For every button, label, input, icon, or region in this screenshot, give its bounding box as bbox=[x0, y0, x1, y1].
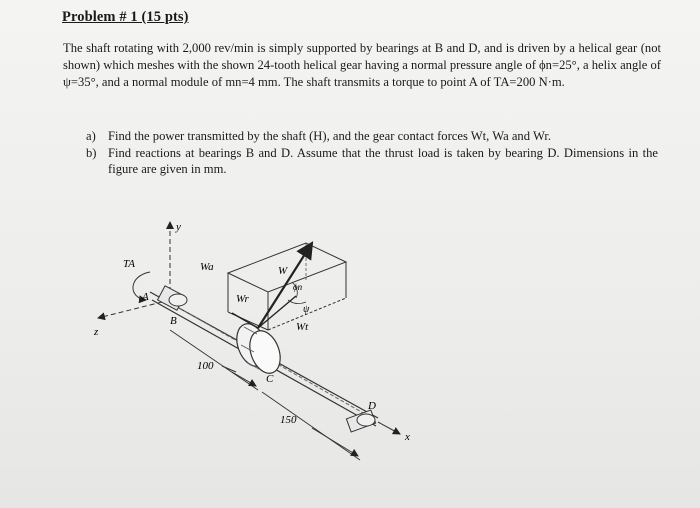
point-a-label: A bbox=[142, 291, 149, 303]
axial-force-label: Wa bbox=[200, 261, 214, 273]
dimension-100: 100 bbox=[197, 360, 214, 372]
point-d-label: D bbox=[368, 400, 376, 412]
z-axis bbox=[93, 300, 170, 338]
x-axis bbox=[378, 422, 410, 443]
bearing-d bbox=[346, 400, 376, 432]
tangential-force-label: Wt bbox=[296, 321, 309, 333]
torque-label: TA bbox=[123, 258, 136, 270]
torque-ta bbox=[123, 258, 150, 303]
total-force-label: W bbox=[278, 265, 288, 277]
question-a-text: Find the power transmitted by the shaft (H), and the gear contact forces Wt, Wa and Wr. bbox=[108, 129, 551, 143]
radial-force-label: Wr bbox=[236, 293, 249, 305]
z-axis-label: z bbox=[94, 326, 99, 338]
statement-text: The shaft rotating with 2,000 rev/min is simply supported by bearings at B and D, and is driven by a helical gear (not shown) which meshes with the shown 24-tooth helical gear having a normal pressure angle of ϕn=25°, a helix angle of ψ=35°, and a normal module of mn=4 mm. The shaft transmits a torque to point A of TA=200 N·m. bbox=[63, 41, 661, 90]
point-b-label: B bbox=[170, 315, 177, 327]
question-b-mark: b) bbox=[86, 145, 97, 160]
question-a-mark: a) bbox=[86, 129, 96, 143]
bearing-b bbox=[158, 286, 187, 327]
helix-angle-label: ψ bbox=[303, 304, 310, 315]
point-c-label: C bbox=[266, 373, 274, 385]
y-axis-label: y bbox=[176, 221, 181, 233]
y-axis bbox=[170, 221, 181, 300]
problem-title: Problem # 1 (15 pts) bbox=[62, 9, 189, 25]
force-box bbox=[200, 243, 346, 333]
dimension-150: 150 bbox=[280, 414, 297, 426]
x-axis-label: x bbox=[405, 431, 410, 443]
pressure-angle-label: ϕn bbox=[293, 282, 303, 292]
helical-gear bbox=[231, 320, 285, 385]
question-b-text: Find reactions at bearings B and D. Assume that the thrust load is taken by bearing D. Dimensions in the figure are given in mm. bbox=[108, 145, 658, 177]
